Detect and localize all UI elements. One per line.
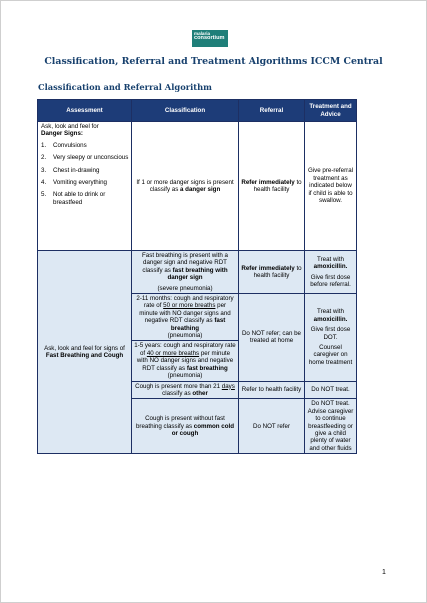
severe-pneumonia-treatment: Treat with amoxicillin. Give first dose before referral. [305,251,357,294]
list-item: 3. Chest in-drawing [41,166,100,174]
section-subtitle: Classification and Referral Algorithm [38,82,212,92]
header-assessment: Assessment [38,100,132,122]
list-item: 1. Convulsions [41,141,87,149]
table-row-danger-signs [38,122,357,251]
danger-signs-list [41,142,129,206]
danger-signs-referral: Refer immediately to health facility [239,122,305,251]
pneumonia-child-classification: 1-5 years: cough and respiratory rate of 40 or more breaths per minute with NO danger signs and negative RDT classify as fast breathing (pneumonia) [132,341,239,381]
common-cold-classification: Cough is present without fast breathing classify as common cold or cough [132,399,239,454]
common-cold-referral: Do NOT refer [239,399,305,454]
page-number: 1 [382,569,386,576]
list-item: 4. Vomiting everything [41,179,107,187]
fast-breathing-assessment: Ask, look and feel for signs of Fast Breathing and Cough [38,251,132,454]
table-row-severe-pneumonia [38,251,357,294]
table-header-row [38,100,357,122]
danger-signs-classification: If 1 or more danger signs is present classify as a danger sign [132,122,239,251]
long-cough-treatment: Do NOT treat. [305,381,357,399]
header-classification: Classification [132,100,239,122]
list-item: 2. Very sleepy or unconscious [41,154,129,162]
danger-signs-assessment: Ask, look and feel for Danger Signs: 1. Convulsions 2. Very sleepy or unconscious 3. Chest in-drawing 4. Vomiting everything 5. Not able to drink or breastfeed [38,122,132,251]
pneumonia-referral: Do NOT refer; can be treated at home [239,294,305,381]
severe-pneumonia-classification: Fast breathing is present with a danger sign and negative RDT classify as fast breathing with danger sign (severe pneumonia) [132,251,239,294]
severe-pneumonia-referral: Refer immediately to health facility [239,251,305,294]
page-title: Classification, Referral and Treatment Algorithms ICCM Central [44,56,383,67]
pneumonia-infant-classification: 2-11 months: cough and respiratory rate of 50 or more breaths per minute with NO danger signs and negative RDT classify as fast breathing (pneumonia) [132,294,239,341]
header-referral: Referral [239,100,305,122]
danger-signs-treatment: Give pre-referral treatment as indicated below if child is able to swallow. [305,122,357,251]
list-item: 5. Not able to drink or breastfeed [41,191,106,206]
long-cough-referral: Refer to health facility [239,381,305,399]
long-cough-classification: Cough is present more than 21 days classify as other [132,381,239,399]
malaria-consortium-logo: malaria consortium [192,30,228,47]
algorithm-table [37,99,357,454]
header-treatment: Treatment and Advice [305,100,357,122]
pneumonia-treatment: Treat with amoxicillin. Give first dose DOT. Counsel caregiver on home treatment [305,294,357,381]
common-cold-treatment: Do NOT treat. Advise caregiver to continue breastfeeding or give a child plenty of water and other fluids [305,399,357,454]
